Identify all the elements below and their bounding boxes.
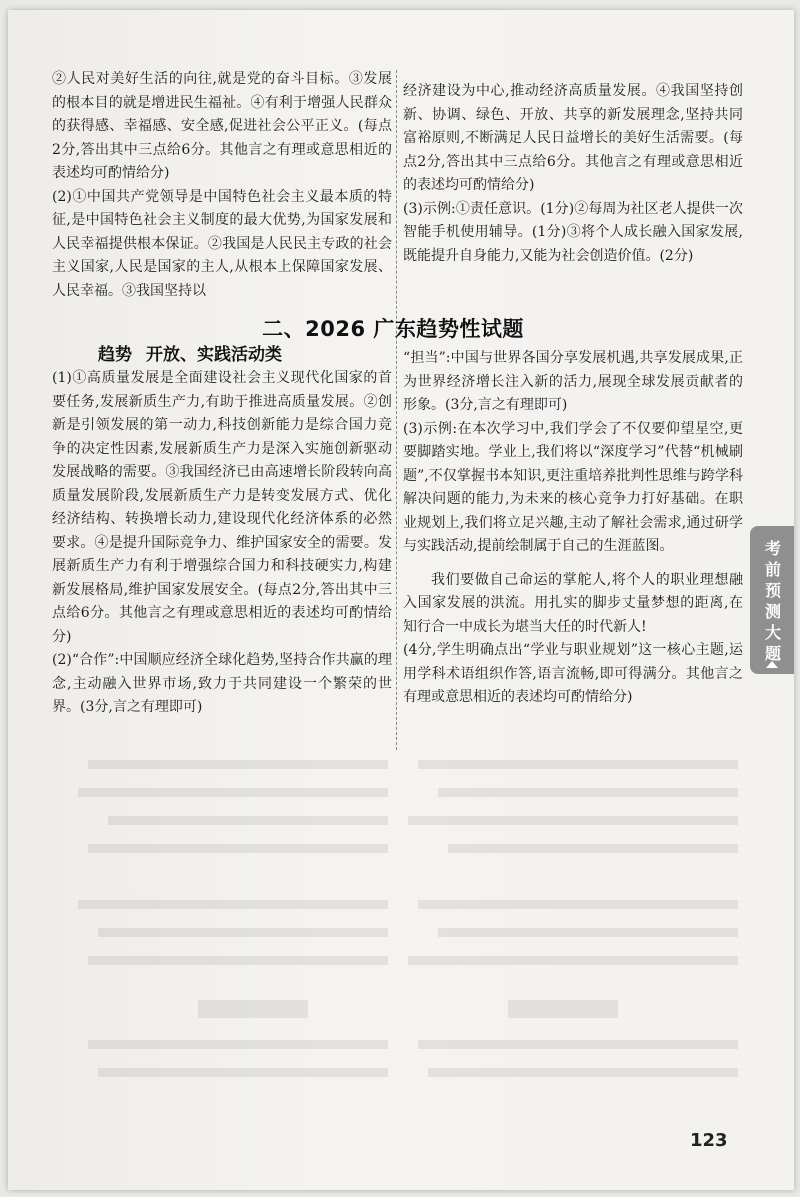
section-heading: 二、2026 广东趋势性试题 [262, 317, 524, 341]
left-bottom-column [52, 367, 392, 720]
answer-paragraph: 经济建设为中心,推动经济高质量发展。④我国坚持创新、协调、绿色、开放、共享的新发展理念,坚持共同富裕原则,不断满足人民日益增长的美好生活需要。(每点2分,答出其中三点给6分。其他言之有理或意思相近的表述均可酌情给分) [403, 83, 743, 193]
sub-heading-label: 趋势 [98, 345, 132, 365]
column-divider [396, 70, 397, 750]
answer-paragraph: (2)①中国共产党领导是中国特色社会主义最本质的特征,是中国特色社会主义制度的最大优势,为国家发展和人民幸福提供根本保证。②我国是人民民主专政的社会主义国家,人民是国家的主人,从根本上保障国家发展、人民幸福。③我国坚持以 [52, 188, 392, 299]
page-number: 123 [690, 1130, 728, 1151]
answer-paragraph: (3)示例:①责任意识。(1分)②每周为社区老人提供一次智能手机使用辅导。(1分)③将个人成长融入国家发展,既能提升自身能力,又能为社会创造价值。(2分) [403, 200, 743, 264]
scoring-note: (4分,学生明确点出“学业与职业规划”这一核心主题,运用学科术语组织作答,语言流畅,即可得满分。其他言之有理或意思相近的表述均可酌情给分) [403, 642, 743, 705]
side-tab [750, 526, 794, 674]
right-bottom-column [403, 347, 743, 710]
answer-paragraph: (1)①高质量发展是全面建设社会主义现代化国家的首要任务,发展新质生产力,有助于推进高质量发展。②创新是引领发展的第一动力,科技创新能力是综合国力竞争的决定性因素,发展新质生产力是深入实施创新驱动发展战略的需要。③我国经济已由高速增长阶段转向高质量发展阶段,发展新质生产力是转变发展方式、优化经济结构、转换增长动力,建设现代化经济体系的必然要求。④是提升国际竞争力、维护国家安全的需要。发展新质生产力有利于增强综合国力和科技硬实力,构建新发展格局,维护国家发展安全。(每点2分,答出其中三点给6分。其他言之有理或意思相近的表述均可酌情给分) [52, 370, 392, 645]
side-tab-label: 考前预测大题 [764, 539, 781, 663]
up-arrow-icon [766, 661, 778, 668]
answer-paragraph: “担当”:中国与世界各国分享发展机遇,共享发展成果,正为世界经济增长注入新的活力,展现全球发展贡献者的形象。(3分,言之有理即可) [403, 350, 743, 413]
left-top-column [52, 68, 392, 303]
bleed-through-lines [68, 750, 738, 1110]
bleed-through-texture [68, 750, 738, 1110]
sub-heading-topic: 开放、实践活动类 [146, 345, 282, 365]
right-top-column [403, 80, 743, 268]
answer-paragraph: (3)示例:在本次学习中,我们学会了不仅要仰望星空,更要脚踏实地。学业上,我们将以“深度学习”代替“机械刷题”,不仅掌握书本知识,更注重培养批判性思维与跨学科解决问题的能力,为未来的核心竞争力打好基础。在职业规划上,我们将立足兴趣,主动了解社会需求,通过研学与实践活动,提前绘制属于自己的生涯蓝图。 [403, 420, 743, 554]
answer-paragraph: ②人民对美好生活的向往,就是党的奋斗目标。③发展的根本目的就是增进民生福祉。④有利于增强人民群众的获得感、幸福感、安全感,促进社会公平正义。(每点2分,答出其中三点给6分。其他言之有理或意思相近的表述均可酌情给分) [52, 71, 392, 181]
sub-heading [98, 340, 296, 365]
answer-paragraph: (2)“合作”:中国顺应经济全球化趋势,坚持合作共赢的理念,主动融入世界市场,致力于共同建设一个繁荣的世界。(3分,言之有理即可) [52, 652, 392, 715]
answer-paragraph: 我们要做自己命运的掌舵人,将个人的职业理想融入国家发展的洪流。用扎实的脚步丈量梦想的距离,在知行合一中成长为堪当大任的时代新人! [403, 571, 743, 635]
page-sheet [8, 10, 794, 1190]
